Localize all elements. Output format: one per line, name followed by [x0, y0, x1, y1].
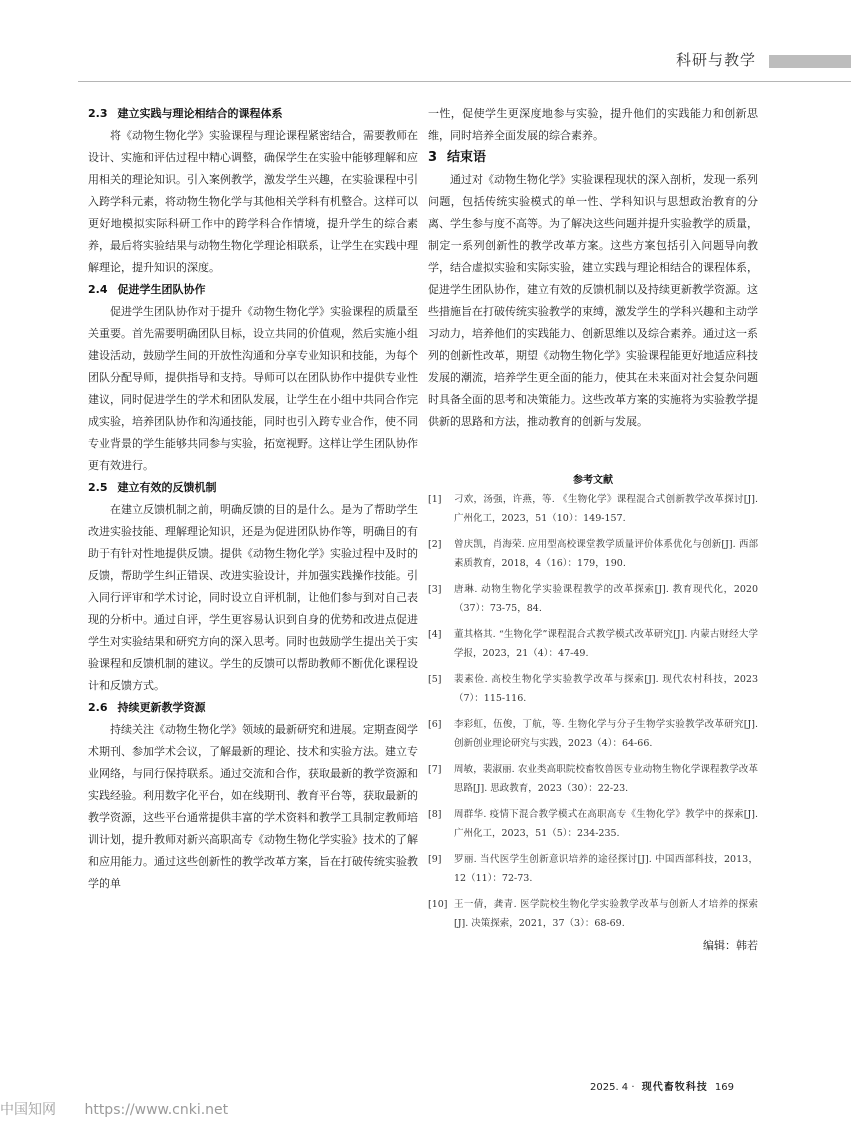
section-heading-text: 促进学生团队协作	[117, 283, 206, 296]
body-paragraph: 通过对《动物生物化学》实验课程现状的深入剖析，发现一系列问题，包括传统实验模式的单一性、学科知识与思想政治教育的分离、学生参与度不高等。为了解决这些问题并提升实验教学的质量，制定一系列创新性的教学改革方案。这些方案包括引入问题导向教学，结合虚拟实验和实际实验，建立实践与理论相结合的课程体系，促进学生团队协作，建立有效的反馈机制以及持续更新教学资源。这些措施旨在打破传统实验教学的束缚，激发学生的学科兴趣和主动学习动力，培养他们的实践能力、创新思维以及综合素养。通过这一系列的创新性改革，期望《动物生物化学》实验课程能更好地适应科技发展的潮流，培养学生更全面的能力，使其在未来面对社会复杂问题时具备全面的思考和决策能力。这些改革方案的实施将为实验教学提供新的思路和方法，推动教育的创新与发展。	[428, 173, 758, 428]
reference-number: [6]	[428, 719, 442, 730]
watermark-site: 中国知网	[0, 1102, 56, 1118]
reference-number: [9]	[428, 854, 442, 865]
footer-page-number: 169	[714, 1082, 734, 1093]
footer-journal-name: 现代畜牧科技	[641, 1082, 708, 1093]
reference-number: [7]	[428, 764, 442, 775]
reference-text: 唐琳. 动物生物化学实验课程教学的改革探索[J]. 教育现代化，2020（37）：73-75，84.	[454, 584, 758, 614]
reference-number: [4]	[428, 629, 442, 640]
reference-text: 曾庆凯，肖海荣. 应用型高校课堂教学质量评价体系优化与创新[J]. 西部素质教育，2018，4（16）：179，190.	[454, 539, 758, 569]
reference-item	[428, 625, 758, 663]
reference-number: [8]	[428, 809, 442, 820]
reference-item	[428, 715, 758, 753]
body-paragraph: 将《动物生物化学》实验课程与理论课程紧密结合，需要教师在设计、实施和评估过程中精心调整，确保学生在实验中能够理解和应用相关的理论知识。引入案例教学，激发学生兴趣，在实验课程中引入跨学科元素，将动物生物化学与其他相关学科有机整合。这样可以更好地模拟实际科研工作中的跨学科合作情境，提升学生的综合素养，最后将实验结果与动物生物化学理论相联系，让学生在实践中理解理论，提升知识的深度。	[88, 129, 418, 274]
reference-number: [1]	[428, 494, 442, 505]
reference-text: 裴素俭. 高校生物化学实验教学改革与探索[J]. 现代农村科技，2023（7）：115-116.	[454, 674, 758, 704]
reference-number: [10]	[428, 899, 448, 910]
section-heading-text: 建立实践与理论相结合的课程体系	[117, 107, 283, 120]
reference-item	[428, 580, 758, 618]
section-number: 2.3	[88, 107, 108, 120]
reference-number: [2]	[428, 539, 442, 550]
body-paragraph: 持续关注《动物生物化学》领域的最新研究和进展。定期查阅学术期刊、参加学术会议，了解最新的理论、技术和实验方法。建立专业网络，与同行保持联系。通过交流和合作，获取最新的教学资源和实践经验。利用数字化平台，如在线期刊、教育平台等，获取最新的教学资源，这些平台通常提供丰富的学术资料和教学工具制定教师培训计划，提升教师对新兴高职高专《动物生物化学实验》技术的了解和应用能力。通过这些创新性的教学改革方案，旨在打破传统实验教学的单	[88, 723, 418, 890]
reference-text: 董其格其. “生物化学”课程混合式教学模式改革研究[J]. 内蒙古财经大学学报，2023，21（4）：47-49.	[454, 629, 758, 659]
body-paragraph: 促进学生团队协作对于提升《动物生物化学》实验课程的质量至关重要。首先需要明确团队目标，设立共同的价值观，然后实施小组建设活动，鼓励学生间的开放性沟通和分享专业知识和技能，为每个团队分配导师，提供指导和支持。导师可以在团队协作中提供专业性建议，同时促进学生的学术和团队发展，让学生在小组中共同合作完成实验，培养团队协作和沟通技能，同时也引入跨专业合作，使不同专业背景的学生能够共同参与实验，拓宽视野。这样让学生团队协作更有效进行。	[88, 305, 418, 472]
footer-issue: 2025. 4 ·	[590, 1082, 635, 1093]
section-header-title: 科研与教学	[676, 51, 757, 69]
section-heading	[88, 103, 418, 125]
section-number: 2.5	[88, 481, 108, 494]
reference-item	[428, 805, 758, 843]
reference-text: 周敏，裴淑丽. 农业类高职院校畜牧兽医专业动物生物化学课程教学改革思路[J]. 思政教育，2023（30）：22-23.	[454, 764, 758, 794]
section-heading-text: 建立有效的反馈机制	[117, 481, 217, 494]
references-title: 参考文献	[573, 475, 613, 486]
reference-text: 罗丽. 当代医学生创新意识培养的途径探讨[J]. 中国西部科技，2013，12（11）：72-73.	[454, 854, 758, 884]
right-column	[428, 103, 758, 953]
reference-item	[428, 760, 758, 798]
editor-credit: 编辑：韩若	[703, 939, 758, 952]
section-heading	[428, 147, 758, 169]
header-rule	[78, 81, 851, 82]
reference-item	[428, 670, 758, 708]
section-heading-text: 结束语	[447, 150, 487, 165]
reference-item	[428, 850, 758, 888]
section-number: 2.6	[88, 701, 108, 714]
reference-text: 刁欢，汤强，许燕，等. 《生物化学》课程混合式创新教学改革探讨[J]. 广州化工，2023，51（10）：149-157.	[454, 494, 758, 524]
references-list	[428, 490, 758, 933]
watermark-url[interactable]: https://www.cnki.net	[84, 1102, 229, 1118]
section-number: 3	[428, 150, 438, 165]
body-paragraph: 一性，促使学生更深度地参与实验，提升他们的实践能力和创新思维，同时培养全面发展的综合素养。	[428, 107, 758, 142]
reference-text: 周群华. 疫情下混合教学模式在高职高专《生物化学》教学中的探索[J]. 广州化工，2023，51（5）：234-235.	[454, 809, 758, 839]
reference-item	[428, 895, 758, 933]
body-paragraph: 在建立反馈机制之前，明确反馈的目的是什么。是为了帮助学生改进实验技能、理解理论知识，还是为促进团队协作等，明确目的有助于有针对性地提供反馈。提供《动物生物化学》实验过程中及时的反馈，帮助学生纠正错误、改进实验设计，并加强实践操作技能。引入同行评审和学术讨论，同时设立自评机制，让他们参与到对自己表现的分析中。通过自评，学生更容易认识到自身的优势和改进点促进学生对实验结果和研究方向的深入思考。同时也鼓励学生提出关于实验课程和反馈机制的建议。学生的反馈可以帮助教师不断优化课程设计和反馈方式。	[88, 503, 418, 692]
section-number: 2.4	[88, 283, 108, 296]
reference-number: [3]	[428, 584, 442, 595]
header-gray-bar	[769, 55, 851, 68]
section-heading	[88, 697, 418, 719]
cnki-watermark	[0, 1099, 228, 1119]
section-heading	[88, 477, 418, 499]
section-heading	[88, 279, 418, 301]
left-column	[88, 103, 418, 895]
reference-text: 李彩虹，伍俊，丁航，等. 生物化学与分子生物学实验教学改革研究[J]. 创新创业理论研究与实践，2023（4）：64-66.	[454, 719, 758, 749]
reference-number: [5]	[428, 674, 442, 685]
reference-item	[428, 535, 758, 573]
reference-item	[428, 490, 758, 528]
right-column-body	[428, 103, 758, 433]
page-footer	[590, 1078, 734, 1093]
section-heading-text: 持续更新教学资源	[117, 701, 206, 714]
reference-text: 王一倩，龚青. 医学院校生物化学实验教学改革与创新人才培养的探索[J]. 决策探索，2021，37（3）：68-69.	[454, 899, 758, 929]
